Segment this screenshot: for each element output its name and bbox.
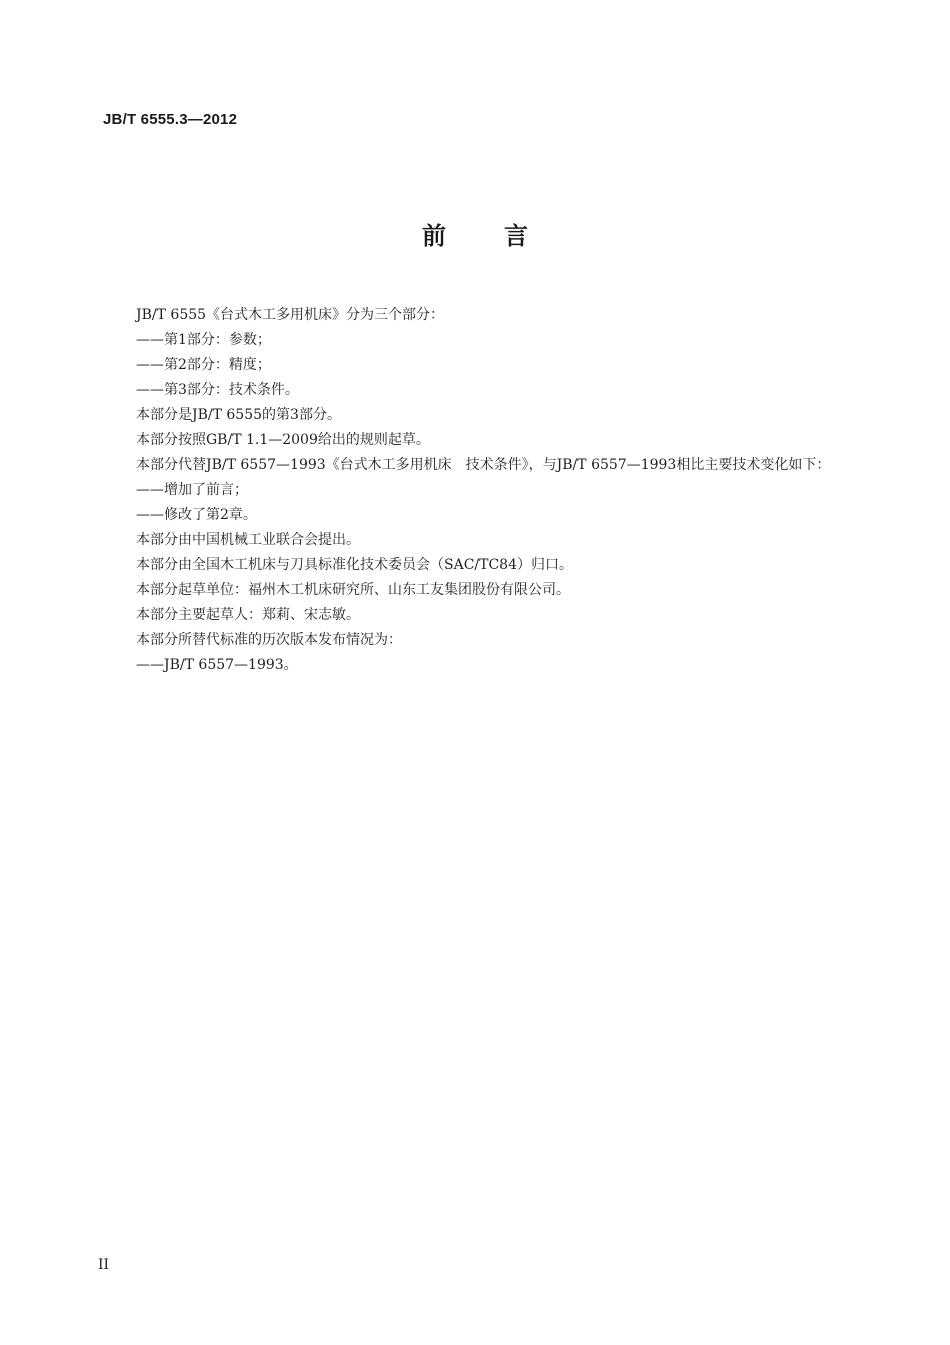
page-number: II [98, 1257, 110, 1273]
document-code: JB/T 6555.3—2012 [103, 111, 238, 128]
list-item: ——第2部分：精度； [136, 357, 271, 373]
paragraph: 本部分主要起草人：郑莉、宋志敏。 [136, 607, 360, 623]
list-item: ——增加了前言； [136, 482, 248, 498]
section-title: 前言 [422, 222, 586, 250]
paragraph: 本部分代替JB/T 6557—1993《台式木工多用机床 技术条件》，与JB/T 6557—1993相比主要技术变化如下： [136, 457, 831, 473]
foreword-body [103, 303, 863, 678]
paragraph: 本部分按照GB/T 1.1—2009给出的规则起草。 [136, 432, 430, 448]
paragraph: 本部分由全国木工机床与刀具标准化技术委员会（SAC/TC84）归口。 [136, 557, 573, 573]
paragraph: 本部分由中国机械工业联合会提出。 [136, 532, 360, 548]
paragraph: JB/T 6555《台式木工多用机床》分为三个部分： [136, 307, 445, 323]
paragraph: 本部分起草单位：福州木工机床研究所、山东工友集团股份有限公司。 [136, 582, 570, 598]
list-item: ——第1部分：参数； [136, 332, 271, 348]
paragraph: 本部分是JB/T 6555的第3部分。 [136, 407, 341, 423]
list-item: ——第3部分：技术条件。 [136, 382, 299, 398]
list-item: ——JB/T 6557—1993。 [136, 657, 298, 673]
list-item: ——修改了第2章。 [136, 507, 257, 523]
paragraph: 本部分所替代标准的历次版本发布情况为： [136, 632, 402, 648]
